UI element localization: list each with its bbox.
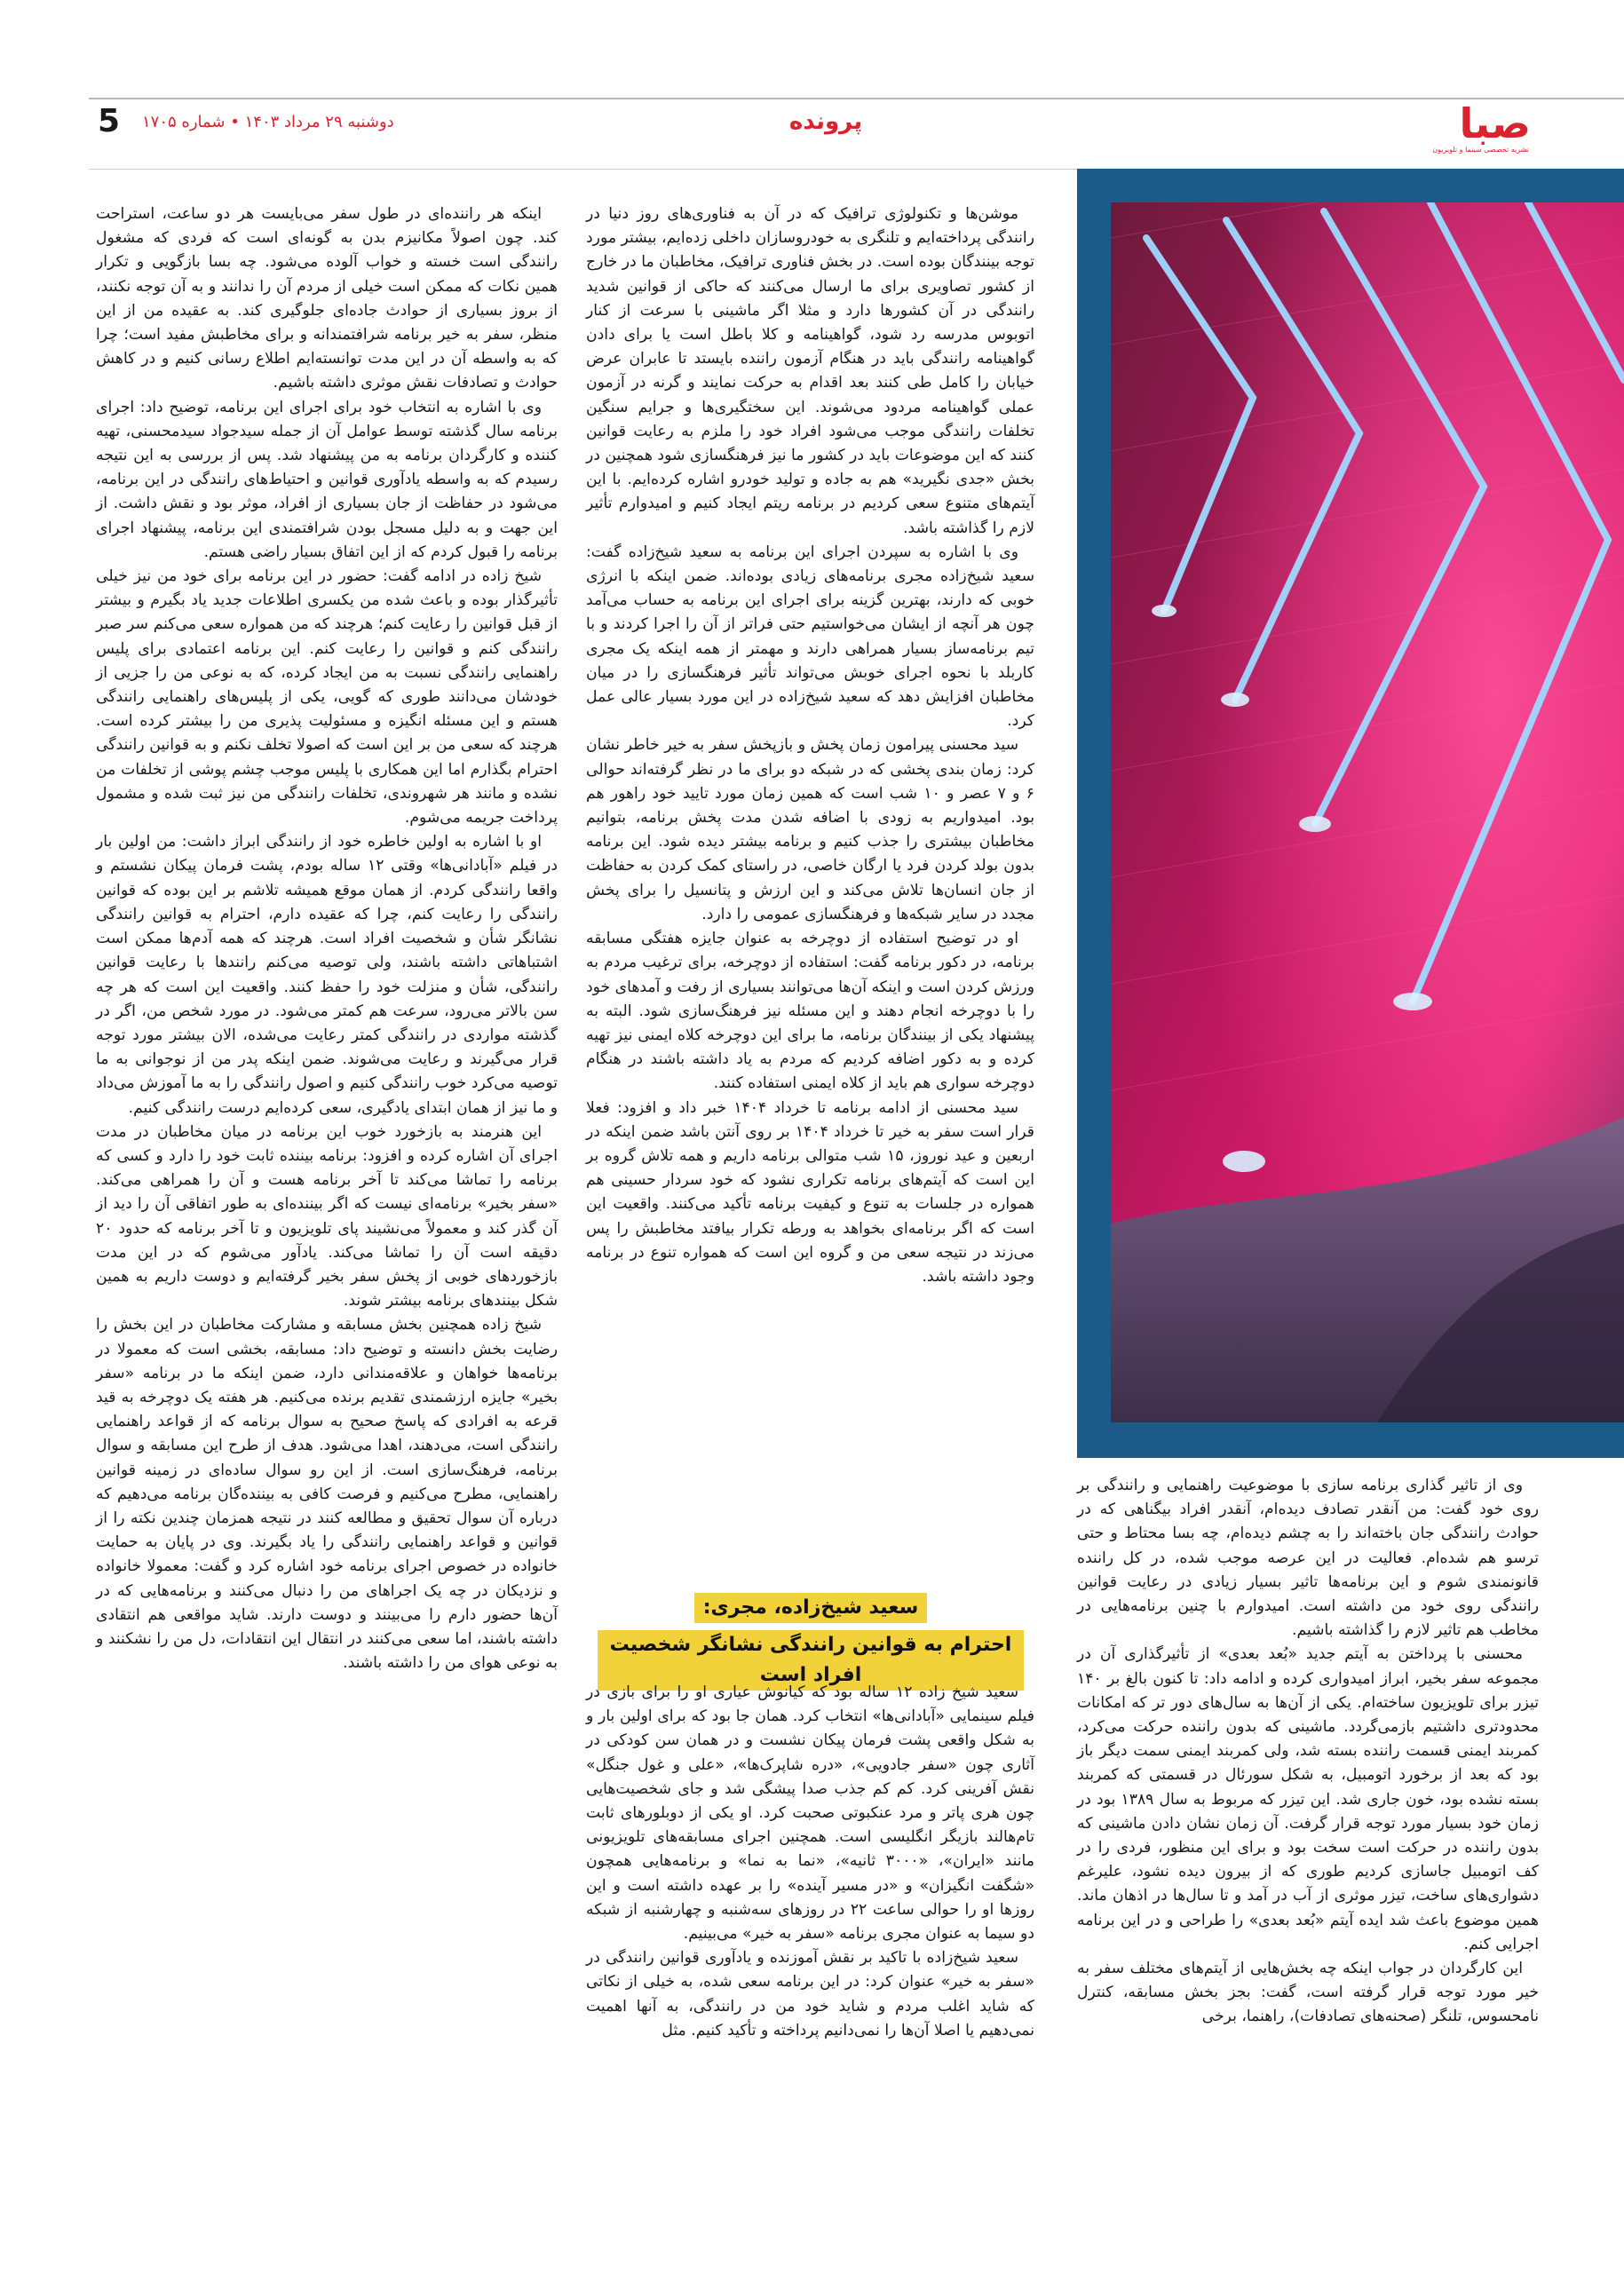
paragraph: محسنی با پرداختن به آیتم جدید «بُعد بعدی» از تأثیرگذاری آن در مجموعه سفر بخیر، ابراز امیدواری کرده و ادامه داد: تا کنون بالغ بر ۱۴۰ تیزر برای تلویزیون ساخته‌ام. یکی از آن‌ها به سال‌های دور تر که امکانات محدودتری داشتیم بازمی‌گردد. ماشینی که بدون راننده حرکت می‌کرد، کمربند ایمنی قسمت راننده بسته شد، ولی کمربند ایمنی سمت دیگر باز بود که بعد از برخورد اتومبیل، به شکل سورئال در قسمتی که کمربند بسته نشده بود، خون جاری شد. این تیزر که مربوط به سال ۱۳۸۹ بود در زمان خود بسیار مورد توجه قرار گرفت. آن زمان نشان دادن ماشینی که بدون راننده در حرکت است سخت بود و برای این منظور، فردی را در کف اتومبیل جاسازی کردیم طوری که از بیرون دیده نشود، علیرغم دشواری‌های ساخت، تیزر موثری از آب در آمد و تا سال‌ها در اذهان ماند. همین موضوع باعث شد ایده آیتم «بُعد بعدی» را طراحی و در این برنامه اجرایی کنم. <box>1077 1645 1539 1953</box>
paragraph: او با اشاره به اولین خاطره خود از رانندگی ابراز داشت: من اولین بار در فیلم «آبادانی‌ها» وقتی ۱۲ ساله بودم، پشت فرمان پیکان نشستم و واقعا رانندگی کردم. از همان موقع همیشه تلاشم بر این بوده که قوانین رانندگی را رعایت کنم، چرا که عقیده دارم، احترام به قوانین رانندگی نشانگر شأن و شخصیت افراد است. هرچند که همه آدم‌ها ممکن است اشتباهاتی داشته باشند، ولی توصیه می‌کنم رانندها با رعایت قوانین رانندگی، شأن و منزلت خود را حفظ کنند. واقعیت این است که هر چه سن بالاتر می‌رود، سرعت هم کمتر می‌شود. در مورد شخص من، اگر در گذشته مواردی در رانندگی کمتر رعایت می‌شده، الان بیشتر مورد توجه قرار می‌گیرند و رعایت می‌شوند. ضمن اینکه پدر من از نوجوانی به ما توصیه می‌کرد خوب رانندگی کنیم و اصول رانندگی را به ما آموزش می‌داد و ما نیز از همان ابتدای یادگیری، سعی کرده‌ایم درست رانندگی کنیم. <box>96 833 558 1117</box>
logo-tagline: نشریه تخصصی سینما و تلویزیون <box>1432 146 1529 154</box>
subheadline-box <box>598 1589 1024 1694</box>
paragraph: وی با اشاره به سپردن اجرای این برنامه به سعید شیخ‌زاده گفت: سعید شیخ‌زاده مجری برنامه‌های زیادی بوده‌اند. ضمن اینکه با انرژی خوبی که دارند، بهترین گزینه برای اجرای این برنامه به حساب می‌آمد چون هر آنچه از ایشان می‌خواستیم حتی فراتر از آن را اجرا کردند و با تیم برنامه‌ساز بسیار همراهی دارند و مهمتر از همه اینکه یک مجری کاربلد با نحوه اجرای خوبش می‌تواند تأثیر فرهنگسازی را در میان مخاطبان افزایش دهد که سعید شیخ‌زاده در این مورد بسیار عالی عمل کرد. <box>586 543 1034 731</box>
paragraph: اینکه هر راننده‌ای در طول سفر می‌بایست هر دو ساعت، استراحت کند. چون اصولاً مکانیزم بدن به گونه‌ای است که فردی که مشغول رانندگی است خسته و خواب آلوده می‌شود. چه بسا بازگویی و تکرار همین نکات که ممکن است خیلی از مردم آن را ندانند و به آن توجه نکنند، از بروز بسیاری از حوادث جاده‌ای جلوگیری کند. به عقیده من از این منظر، سفر به خیر برنامه شرافتمندانه و برای مخاطبش مفید است؛ چرا که به واسطه آن در این مدت توانسته‌ایم اطلاع رسانی کنیم و در کاهش حوادث و تصادفات نقش موثری داشته باشیم. <box>96 205 558 392</box>
subheadline-line-2: احترام به قوانین رانندگی نشانگر شخصیت افراد است <box>598 1630 1024 1691</box>
page-number: 5 <box>98 103 121 139</box>
paragraph: سعید شیخ زاده ۱۲ ساله بود که کیانوش عیاری او را برای بازی در فیلم سینمایی «آبادانی‌ها» انتخاب کرد. همان جا بود که برای اولین بار و به شکل واقعی پشت فرمان پیکان نشست و در همان سن کودکی در آثاری چون «سفر جادویی»، «دره شاپرک‌ها»، «علی و غول جنگل» نقش آفرینی کرد. کم کم جذب صدا پیشگی شد و جای شخصیت‌هایی چون هری پاتر و مرد عنکبوتی صحبت کرد. او یکی از دوبلورهای ثابت تام‌هالند بازیگر انگلیسی است. همچنین اجرای مسابقه‌های تلویزیونی مانند «ایران»، «۳۰۰۰ ثانیه»، «نما به نما» و برنامه‌هایی همچون «شگفت انگیزان» و «در مسیر آینده» را بر عهده داشته است و این روزها او را حوالی ساعت ۲۲ در روزهای سه‌شنبه و چهارشنبه از شبکه دو سیما به عنوان مجری برنامه «سفر به خیر» می‌بینیم. <box>586 1683 1034 1944</box>
paragraph: او در توضیح استفاده از دوچرخه به عنوان جایزه هفتگی مسابقه برنامه، در دکور برنامه گفت: استفاده از دوچرخه، برای ترغیب مردم به ورزش کردن است و اینکه آن‌ها می‌توانند بسیاری از رفت و آمدهای خود را با دوچرخه انجام دهند و این مسئله نیز فرهنگ‌سازی شود. البته به پیشنهاد یکی از بینندگان برنامه، ما برای این دوچرخه کلاه ایمنی نیز تهیه کرده و به دکور اضافه کردیم که مردم به یاد داشته باشند در هنگام دوچرخه سواری هم باید از کلاه ایمنی استفاده کنند. <box>586 930 1034 1093</box>
paragraph: سعید شیخ‌زاده با تاکید بر نقش آموزنده و یادآوری قوانین رانندگی در «سفر به خیر» عنوان کرد: در این برنامه سعی شده، به خیلی از نکاتی که شاید اغلب مردم و شاید خود من در رانندگی، به آنها اهمیت نمی‌دهیم یا اصلا آن‌ها را نمی‌دانیم پرداخته و تأکید کنیم. مثل <box>586 1949 1034 2039</box>
paragraph: این کارگردان در جواب اینکه چه بخش‌هایی از آیتم‌های مختلف سفر به خیر مورد توجه قرار گرفته است، گفت: بجز بخش مسابقه، کنترل نامحسوس، تلنگر (صحنه‌های تصادفات)، راهنما، برخی <box>1077 1960 1539 2026</box>
article-column-middle-bottom <box>586 1681 1034 2169</box>
paragraph: سید محسنی از ادامه برنامه تا خرداد ۱۴۰۴ خبر داد و افزود: فعلا قرار است سفر به خیر تا خرداد ۱۴۰۴ بر روی آنتن باشد ضمن اینکه در اربعین و عید نوروز، ۱۵ شب متوالی برنامه داریم و همه تلاش گروه بر این است که آیتم‌های برنامه تکراری نشود که خود سردار حسینی هم همواره در جلسات به تنوع و کیفیت برنامه تأکید می‌کنند. واقعیت این است که اگر برنامه‌ای بخواهد به ورطه تکرار بیافتد مخاطبش را پس می‌زند در نتیجه سعی من و گروه این است که همواره تنوع در برنامه وجود داشته باشد. <box>586 1098 1035 1286</box>
logo-wordmark: صبا <box>1459 99 1531 147</box>
paragraph: سید محسنی پیرامون زمان پخش و بازپخش سفر به خیر خاطر نشان کرد: زمان بندی پخشی که در شبکه دو برای ما در نظر گرفته‌اند حوالی ۶ و ۷ عصر و ۱۰ شب است که همین زمان مورد تایید خود راهور هم بود. امیدواریم به زودی با اضافه شدن مدت پخش برنامه، بتوانیم مخاطبان بیشتری را جذب کنیم و برنامه بیشتر دیده شود. این برنامه بدون بولد کردن فرد یا ارگان خاصی، در راستای کمک کردن به حفاظت از جان انسان‌ها تلاش می‌کند و این ارزش و پتانسیل را برای پخش مجدد در سایر شبکه‌ها و فرهنگسازی عمومی را دارد. <box>586 736 1034 923</box>
paragraph: شیخ زاده در ادامه گفت: حضور در این برنامه برای خود من نیز خیلی تأثیرگذار بوده و باعث شده من یکسری اطلاعات جدید یاد بگیرم و بیشتر از قبل قوانین را رعایت کنم؛ هرچند که من همواره سعی می‌کنم سر صبر رانندگی کنم و قوانین را رعایت کنم. این برنامه اعتمادی برای پلیس راهنمایی رانندگی نسبت به من ایجاد کرده، که به نوعی من را جزیی از خودشان می‌دانند طوری که گویی، یکی از پلیس‌های راهنمایی رانندگی هستم و این مسئله انگیزه و مسئولیت پذیری من را بیشتر کرده است. هرچند که سعی من بر این است که اصولا تخلف نکنم و به قوانین رانندگی احترام بگذارم اما این همکاری با پلیس موجب چشم پوشی از تخلفات من نشده و مانند هر شهروندی، تخلفات رانندگی من نیز ثبت شده و مشمول پرداخت جریمه می‌شوم. <box>96 567 558 828</box>
header-rule-top <box>89 98 1624 99</box>
paragraph: شیخ زاده همچنین بخش مسابقه و مشارکت مخاطبان در این بخش را رضایت بخش دانسته و توضیح داد: مسابقه، بخشی است که معمولا در برنامه‌ها خواهان و علاقه‌مندانی دارد، ضمن اینکه ما در برنامه «سفر بخیر» جایزه ارزشمندی تقدیم برنده می‌کنیم. هر هفته یک دوچرخه به قید قرعه به افرادی که پاسخ صحیح به سوال برنامه که از قواعد راهنمایی رانندگی است، می‌دهند، اهدا می‌شود. هدف از طرح این مسابقه و سوال برنامه، فرهنگ‌سازی است. از این رو سوال ساده‌ای در زمینه قوانین راهنمایی، مطرح می‌کنیم و فرصت کافی به بیننده‌گان برنامه می‌دهیم که درباره آن سوال تحقیق و مطالعه کنند در نتیجه همزمان چندین نکته را از قوانین و قواعد راهنمایی رانندگی را یاد بگیرند. وی در پایان به حمایت خانواده در خصوص اجرای برنامه خود اشاره کرد و گفت: معمولا خانواده و نزدیکان در چه یک اجراهای من را دنبال می‌کنند و برنامه‌هایی که در آن‌ها حضور دارم را می‌بینند و دوست دارند. شاید مواقعی هم انتقادی داشته باشند، اما سعی می‌کنند در انتقال این انتقادات، دل من را نشکنند و به نوعی هوای من را داشته باشند. <box>96 1316 558 1673</box>
article-column-middle <box>586 202 1034 1623</box>
paragraph: موشن‌ها و تکنولوژی ترافیک که در آن به فناوری‌های روز دنیا در رانندگی پرداخته‌ایم و تلنگری به خودروسازان داخلی زده‌ایم، بیشتر مورد توجه بینندگان بوده است. در بخش فناوری ترافیک، مخاطبان ما در خارج از کشور تصاویری برای ما ارسال می‌کنند که حاکی از قوانین شدید رانندگی در آن کشورها دارد و مثلا اگر ماشینی با سرعت از کنار اتوبوس مدرسه رد شود، گواهینامه و کلا باطل است یا برای دادن گواهینامه رانندگی باید در هنگام آزمون راننده بایستد تا عابران عرض خیابان را کامل طی کنند بعد اقدام به حرکت نمایند و گرنه در آزمون عملی گواهینامه مردود می‌شوند. این سختگیری‌ها و جرایم سنگین تخلفات رانندگی موجب می‌شود افراد خود را ملزم به رعایت قوانین کنند که این موضوعات باید در کشور ما نیز فرهنگسازی شود همچنین در بخش «جدی نگیرید» هم به جاده و تولید خودرو اشاره کرده‌ایم. با این آیتم‌های متنوع سعی کردیم در برنامه ریتم ایجاد کنیم و امیدوارم تأثیر لازم را گذاشته باشد. <box>586 205 1034 537</box>
article-column-right-bottom <box>1077 1474 1539 2184</box>
section-title: پرونده <box>788 108 863 135</box>
paragraph: وی از تاثیر گذاری برنامه سازی با موضوعیت راهنمایی و رانندگی بر روی خود گفت: من آنقدر تصادف دیده‌ام، آنقدر افراد بیگناهی که در حوادث رانندگی جان باخته‌اند را به چشم دیده‌ام، چه بسا محتاط و حتی ترسو هم شده‌ام. فعالیت در این عرصه موجب شده، در کل راننده قانونمندی شوم و این برنامه‌ها تاثیر بسیار زیادی در رعایت قوانین رانندگی روی خود من داشته است. امیدوارم با چنین برنامه‌هایی در مخاطب هم تاثیر لازم را گذاشته باشیم. <box>1077 1477 1539 1640</box>
subheadline-line-1: سعید شیخ‌زاده، مجری: <box>694 1593 928 1623</box>
paragraph: وی با اشاره به انتخاب خود برای اجرای این برنامه، توضیح داد: اجرای برنامه سال گذشته توسط عوامل آن از جمله سیدجواد سیدمحسنی، تهیه کننده و کارگردان برنامه به من پیشنهاد شد. پس از بررسی به این نتیجه رسیدم که به واسطه یادآوری قوانین و احتیاط‌های رانندگی در این برنامه، می‌شود در حفاظت از جان بسیاری از افراد، موثر بود و نقش داشت. از این جهت و به دلیل مسجل بودن شرافتمندی این برنامه، پیشنهاد اجرای برنامه را قبول کردم که از این اتفاق بسیار راضی هستم. <box>96 398 558 561</box>
neon-tunnel-illustration <box>1111 202 1624 1422</box>
article-column-left <box>96 202 558 2182</box>
brand-logo <box>1432 99 1531 154</box>
paragraph: این هنرمند به بازخورد خوب این برنامه در میان مخاطبان در مدت اجرای آن اشاره کرده و افزود: برنامه بیننده ثابت خود را دارد و کسی که برنامه را تماشا می‌کند تا آخر برنامه هست و آن را همراهی می‌کند. «سفر بخیر» برنامه‌ای نیست که اگر بیننده‌ای به طور اتفاقی آن را دید از آن گذر کند و معمولاً می‌نشیند پای تلویزیون و تا آخر برنامه که حدود ۲۰ دقیقه است آن را تماشا می‌کند. یادآور می‌شوم که در این مدت بازخوردهای خوبی از پخش سفر بخیر گرفته‌ایم و دوست داریم به همین شکل بینندهای برنامه بیشتر شوند. <box>96 1122 558 1311</box>
issue-date-number: دوشنبه ۲۹ مرداد ۱۴۰۳ • شماره ۱۷۰۵ <box>142 113 394 131</box>
neon-tunnel-photo <box>1111 202 1624 1422</box>
